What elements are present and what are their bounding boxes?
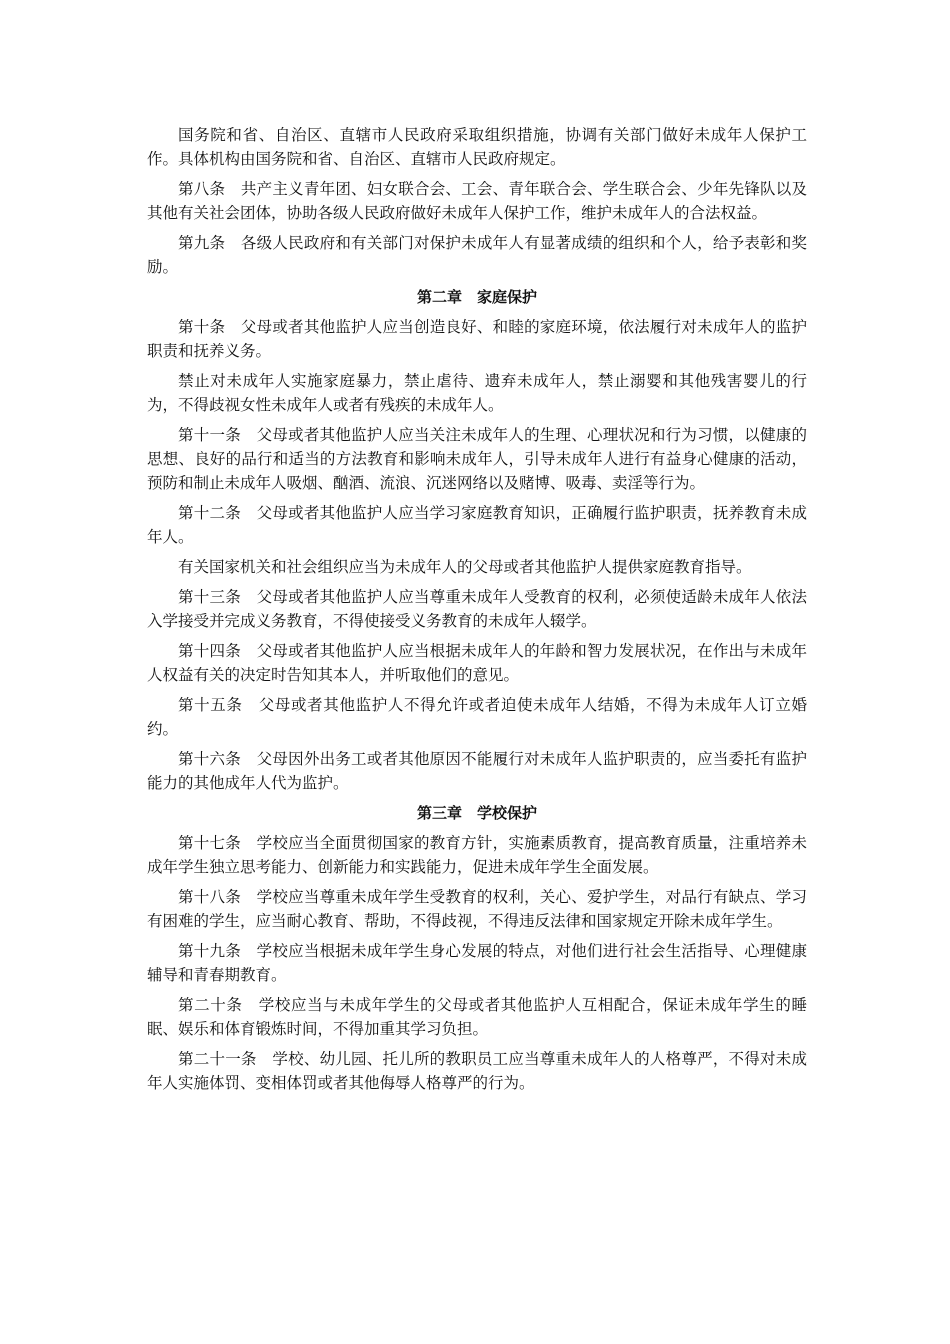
article-number: 第二十条 xyxy=(178,996,243,1014)
article-paragraph xyxy=(147,423,807,495)
article-paragraph xyxy=(147,585,807,633)
article-paragraph xyxy=(147,177,807,225)
article-number: 第十一条 xyxy=(178,426,241,444)
article-paragraph xyxy=(147,885,807,933)
paragraph-text: 学校应当与未成年学生的父母或者其他监护人互相配合，保证未成年学生的睡眠、娱乐和体育锻炼时间，不得加重其学习负担。 xyxy=(147,996,807,1038)
paragraph-text: 禁止对未成年人实施家庭暴力，禁止虐待、遗弃未成年人，禁止溺婴和其他残害婴儿的行为，不得歧视女性未成年人或者有残疾的未成年人。 xyxy=(147,372,807,414)
article-paragraph xyxy=(147,993,807,1041)
article-number: 第十六条 xyxy=(178,750,241,768)
chapter-heading: 第二章 家庭保护 xyxy=(416,288,537,306)
article-number: 第十五条 xyxy=(178,696,243,714)
paragraph-text: 有关国家机关和社会组织应当为未成年人的父母或者其他监护人提供家庭教育指导。 xyxy=(178,558,752,576)
article-number: 第十三条 xyxy=(178,588,241,606)
article-paragraph xyxy=(147,369,807,417)
article-paragraph xyxy=(147,693,807,741)
article-number: 第八条 xyxy=(178,180,226,198)
chapter-heading: 第三章 学校保护 xyxy=(416,804,537,822)
paragraph-text: 各级人民政府和有关部门对保护未成年人有显著成绩的组织和个人，给予表彰和奖励。 xyxy=(147,234,807,276)
paragraph-text: 学校应当全面贯彻国家的教育方针，实施素质教育，提高教育质量，注重培养未成年学生独立思考能力、创新能力和实践能力，促进未成年学生全面发展。 xyxy=(147,834,807,876)
paragraph-text: 父母或者其他监护人不得允许或者迫使未成年人结婚，不得为未成年人订立婚约。 xyxy=(147,696,807,738)
article-number: 第十二条 xyxy=(178,504,241,522)
article-paragraph xyxy=(147,1047,807,1095)
article-number: 第十四条 xyxy=(178,642,241,660)
paragraph-text: 父母或者其他监护人应当尊重未成年人受教育的权利，必须使适龄未成年人依法入学接受并完成义务教育，不得使接受义务教育的未成年人辍学。 xyxy=(147,588,807,630)
article-paragraph xyxy=(147,501,807,549)
article-number: 第十八条 xyxy=(178,888,241,906)
article-number: 第十九条 xyxy=(178,942,241,960)
article-number: 第二十一条 xyxy=(178,1050,257,1068)
article-number: 第十条 xyxy=(178,318,226,336)
paragraph-text: 父母或者其他监护人应当学习家庭教育知识，正确履行监护职责，抚养教育未成年人。 xyxy=(147,504,807,546)
article-paragraph xyxy=(147,747,807,795)
article-number: 第十七条 xyxy=(178,834,241,852)
paragraph-text: 国务院和省、自治区、直辖市人民政府采取组织措施，协调有关部门做好未成年人保护工作。具体机构由国务院和省、自治区、直辖市人民政府规定。 xyxy=(147,126,807,168)
paragraph-text: 父母或者其他监护人应当根据未成年人的年龄和智力发展状况，在作出与未成年人权益有关的决定时告知其本人，并听取他们的意见。 xyxy=(147,642,807,684)
article-number: 第九条 xyxy=(178,234,226,252)
paragraph-text: 学校、幼儿园、托儿所的教职员工应当尊重未成年人的人格尊严，不得对未成年人实施体罚、变相体罚或者其他侮辱人格尊严的行为。 xyxy=(147,1050,807,1092)
article-paragraph xyxy=(147,231,807,279)
article-paragraph xyxy=(147,123,807,171)
article-paragraph xyxy=(147,555,807,579)
article-paragraph xyxy=(147,639,807,687)
paragraph-text: 父母因外出务工或者其他原因不能履行对未成年人监护职责的，应当委托有监护能力的其他成年人代为监护。 xyxy=(147,750,807,792)
document-page xyxy=(147,123,807,1101)
article-paragraph xyxy=(147,831,807,879)
paragraph-text: 学校应当根据未成年学生身心发展的特点，对他们进行社会生活指导、心理健康辅导和青春期教育。 xyxy=(147,942,807,984)
paragraph-text: 父母或者其他监护人应当创造良好、和睦的家庭环境，依法履行对未成年人的监护职责和抚养义务。 xyxy=(147,318,807,360)
paragraph-text: 父母或者其他监护人应当关注未成年人的生理、心理状况和行为习惯，以健康的思想、良好的品行和适当的方法教育和影响未成年人，引导未成年人进行有益身心健康的活动，预防和制止未成年人吸烟、酗酒、流浪、沉迷网络以及赌博、吸毒、卖淫等行为。 xyxy=(147,426,807,492)
paragraph-text: 共产主义青年团、妇女联合会、工会、青年联合会、学生联合会、少年先锋队以及其他有关社会团体，协助各级人民政府做好未成年人保护工作，维护未成年人的合法权益。 xyxy=(147,180,807,222)
paragraph-text: 学校应当尊重未成年学生受教育的权利，关心、爱护学生，对品行有缺点、学习有困难的学生，应当耐心教育、帮助，不得歧视，不得违反法律和国家规定开除未成年学生。 xyxy=(147,888,807,930)
article-paragraph xyxy=(147,939,807,987)
article-paragraph xyxy=(147,315,807,363)
